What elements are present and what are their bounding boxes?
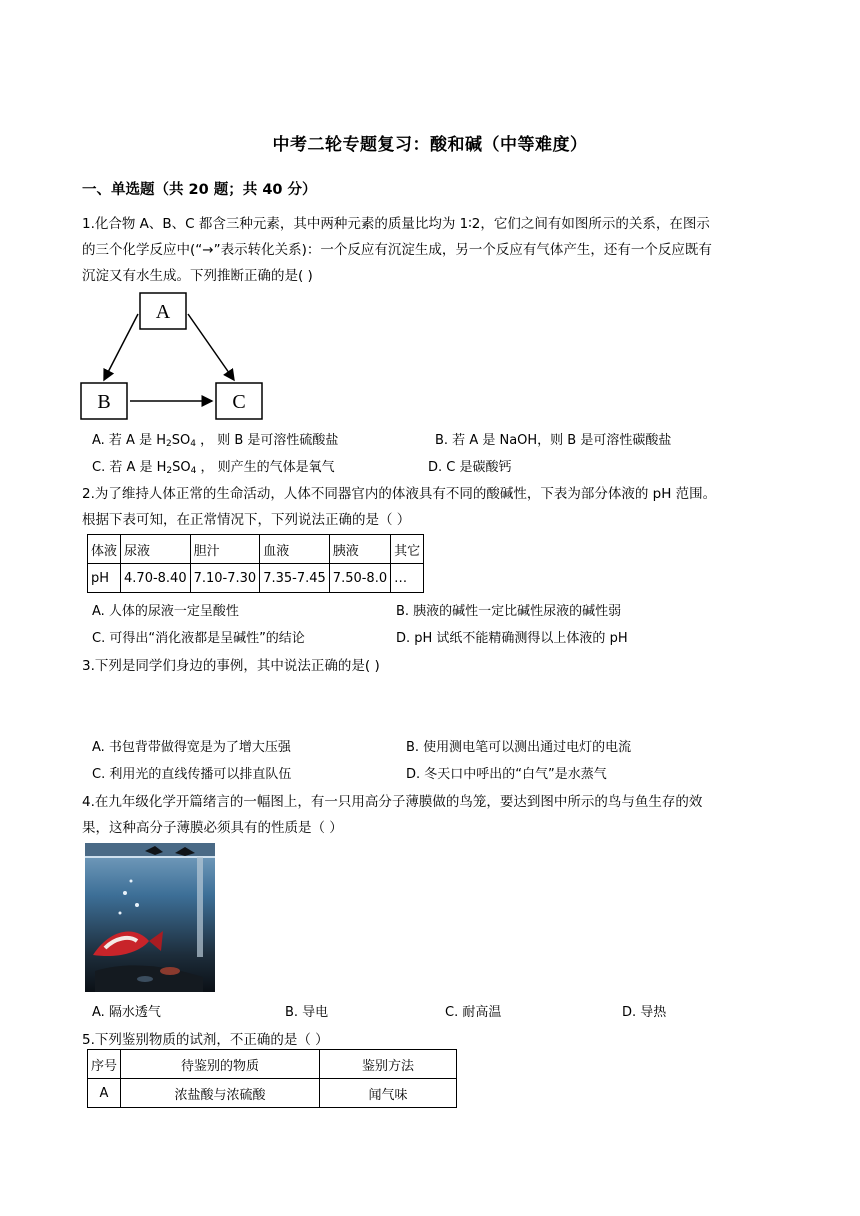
diagram-label-b: B	[97, 391, 111, 413]
table-cell: 7.50-8.0	[329, 564, 390, 593]
q1-line-1: 1.化合物 A、B、C 都含三种元素，其中两种元素的质量比均为 1∶2，它们之间有如图所示的关系，在图示	[82, 216, 710, 232]
table-row	[88, 535, 424, 564]
table-cell: 胆汁	[190, 535, 260, 564]
page-title: 中考二轮专题复习：酸和碱（中等难度）	[272, 135, 588, 155]
q1-option-d[interactable]: D. C 是碳酸钙	[428, 460, 512, 475]
q3-option-b[interactable]: B. 使用测电笔可以测出通过电灯的电流	[406, 740, 632, 755]
diagram-label-a: A	[155, 301, 171, 323]
table-row	[88, 564, 424, 593]
q1-line-2: 的三个化学反应中(“→”表示转化关系)：一个反应有沉淀生成，另一个反应有气体产生，还有一个反应既有	[82, 242, 712, 258]
table-cell: 待鉴别的物质	[121, 1050, 320, 1079]
q1-reaction-diagram	[78, 290, 268, 424]
table-cell: 胰液	[329, 535, 390, 564]
q2-line-2: 根据下表可知，在正常情况下，下列说法正确的是（ ）	[82, 512, 411, 528]
q2-line-1: 2.为了维持人体正常的生命活动，人体不同器官内的体液具有不同的酸碱性，下表为部分体液的 pH 范围。	[82, 486, 717, 502]
arrow-a-to-b	[104, 314, 138, 380]
table-row	[88, 1079, 457, 1108]
table-cell: pH	[88, 564, 121, 593]
q1-option-c[interactable]: C. 若 A 是 $H_2SO_4$ ， 则产生的气体是氧气	[92, 460, 335, 476]
arrow-a-to-c	[188, 314, 234, 380]
q4-birdcage-aquarium-photo	[85, 843, 215, 992]
diagram-label-c: C	[232, 391, 246, 413]
q4-option-c[interactable]: C. 耐高温	[445, 1005, 502, 1020]
q4-line-1: 4.在九年级化学开篇绪言的一幅图上，有一只用高分子薄膜做的鸟笼，要达到图中所示的鸟与鱼生存的效	[82, 794, 703, 810]
table-cell: 浓盐酸与浓硫酸	[121, 1079, 320, 1108]
q4-option-a[interactable]: A. 隔水透气	[92, 1005, 161, 1020]
q5-identification-table	[87, 1049, 457, 1108]
q1-option-b[interactable]: B. 若 A 是 NaOH，则 B 是可溶性碳酸盐	[435, 433, 672, 448]
q1-option-a[interactable]: A. 若 A 是 $H_2SO_4$ ， 则 B 是可溶性硫酸盐	[92, 433, 339, 449]
q2-option-d[interactable]: D. pH 试纸不能精确测得以上体液的 pH	[396, 631, 628, 646]
table-cell: 其它	[391, 535, 424, 564]
q5-line: 5.下列鉴别物质的试剂，不正确的是（ ）	[82, 1032, 329, 1048]
q3-option-c[interactable]: C. 利用光的直线传播可以排直队伍	[92, 767, 292, 782]
table-cell: 体液	[88, 535, 121, 564]
table-cell: 血液	[260, 535, 330, 564]
table-cell: 7.10-7.30	[190, 564, 260, 593]
q2-option-c[interactable]: C. 可得出“消化液都是呈碱性”的结论	[92, 631, 305, 646]
q3-option-d[interactable]: D. 冬天口中呼出的“白气”是水蒸气	[406, 767, 607, 782]
table-cell: 闻气味	[320, 1079, 457, 1108]
table-cell: A	[88, 1079, 121, 1108]
table-cell: 序号	[88, 1050, 121, 1079]
table-cell: 鉴别方法	[320, 1050, 457, 1079]
q4-option-b[interactable]: B. 导电	[285, 1005, 329, 1020]
section-heading: 一、单选题（共 20 题；共 40 分）	[82, 182, 317, 198]
table-cell: …	[391, 564, 424, 593]
q4-option-d[interactable]: D. 导热	[622, 1005, 667, 1020]
table-cell: 7.35-7.45	[260, 564, 330, 593]
q2-option-a[interactable]: A. 人体的尿液一定呈酸性	[92, 604, 239, 619]
table-cell: 尿液	[121, 535, 191, 564]
table-cell: 4.70-8.40	[121, 564, 191, 593]
q2-ph-table	[87, 534, 424, 593]
table-row	[88, 1050, 457, 1079]
q1-line-3: 沉淀又有水生成。下列推断正确的是( )	[82, 268, 313, 284]
q2-option-b[interactable]: B. 胰液的碱性一定比碱性尿液的碱性弱	[396, 604, 622, 619]
q3-line: 3.下列是同学们身边的事例，其中说法正确的是( )	[82, 658, 380, 674]
q4-line-2: 果，这种高分子薄膜必须具有的性质是（ ）	[82, 820, 343, 836]
q3-option-a[interactable]: A. 书包背带做得宽是为了增大压强	[92, 740, 291, 755]
